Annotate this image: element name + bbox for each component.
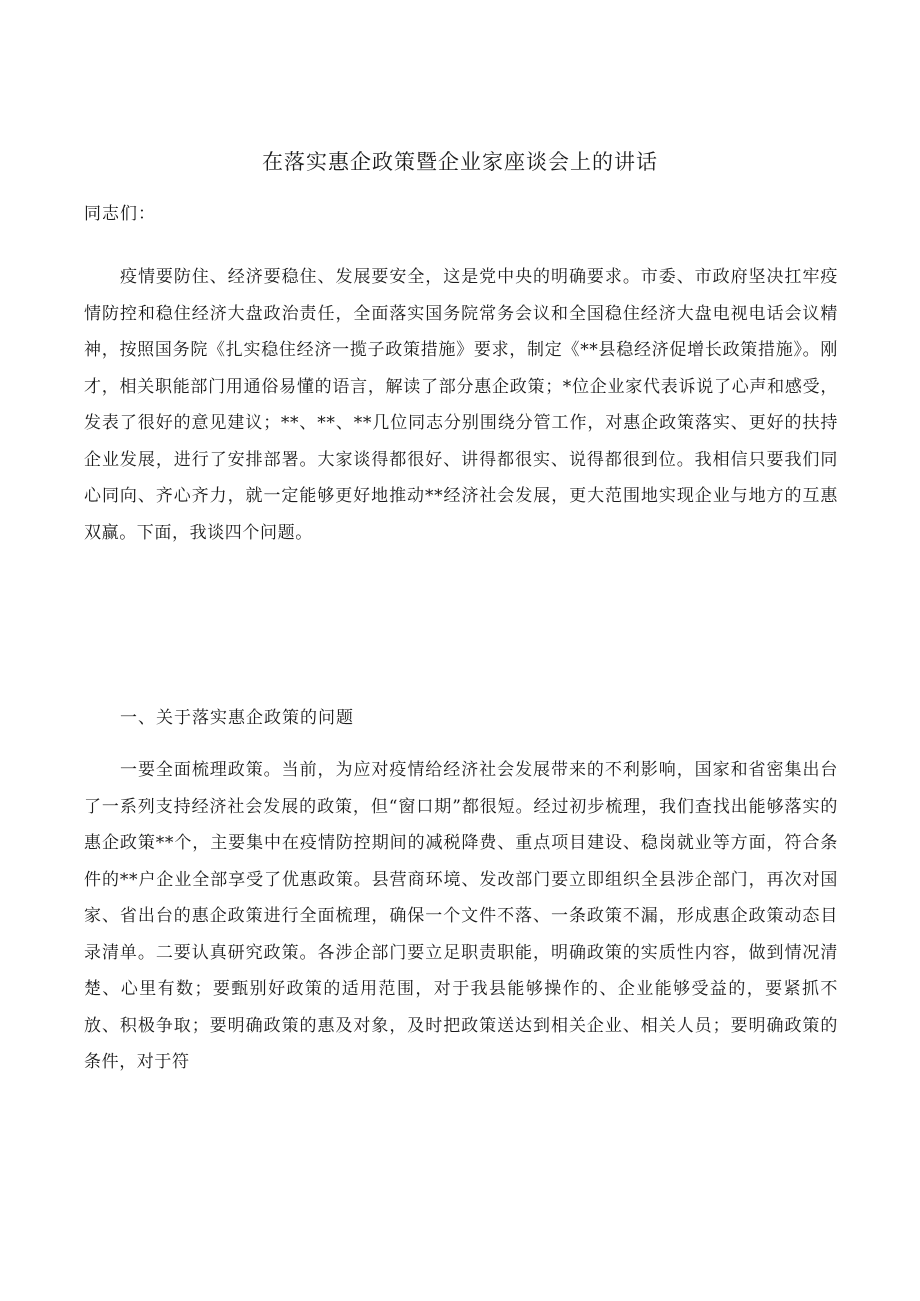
section-heading-1: 一、关于落实惠企政策的问题 <box>120 708 354 728</box>
salutation: 同志们： <box>84 204 156 224</box>
paragraph-intro: 疫情要防住、经济要稳住、发展要安全，这是党中央的明确要求。市委、市政府坚决扛牢疫情防控和稳住经济大盘政治责任，全面落实国务院常务会议和全国稳住经济大盘电视电话会议精神，按照国务院《扎实稳住经济一揽子政策措施》要求，制定《**县稳经济促增长政策措施》。刚才，相关职能部门用通俗易懂的语言，解读了部分惠企政策；*位企业家代表诉说了心声和感受，发表了很好的意见建议；**、**、**几位同志分别围绕分管工作，对惠企政策落实、更好的扶持企业发展，进行了安排部署。大家谈得都很好、讲得都很实、说得都很到位。我相信只要我们同心同向、齐心齐力，就一定能够更好地推动**经济社会发展，更大范围地实现企业与地方的互惠双赢。下面，我谈四个问题。 <box>84 267 838 543</box>
paragraph-section-1: 一要全面梳理政策。当前，为应对疫情给经济社会发展带来的不利影响，国家和省密集出台了一系列支持经济社会发展的政策，但“窗口期”都很短。经过初步梳理，我们查找出能够落实的惠企政策**个，主要集中在疫情防控期间的减税降费、重点项目建设、稳岗就业等方面，符合条件的**户企业全部享受了优惠政策。县营商环境、发改部门要立即组织全县涉企部门，再次对国家、省出台的惠企政策进行全面梳理，确保一个文件不落、一条政策不漏，形成惠企政策动态目录清单。二要认真研究政策。各涉企部门要立足职责职能，明确政策的实质性内容，做到情况清楚、心里有数；要甄别好政策的适用范围，对于我县能够操作的、企业能够受益的，要紧抓不放、积极争取；要明确政策的惠及对象，及时把政策送达到相关企业、相关人员；要明确政策的条件，对于符 <box>84 760 838 1072</box>
document-title: 在落实惠企政策暨企业家座谈会上的讲话 <box>262 150 658 174</box>
